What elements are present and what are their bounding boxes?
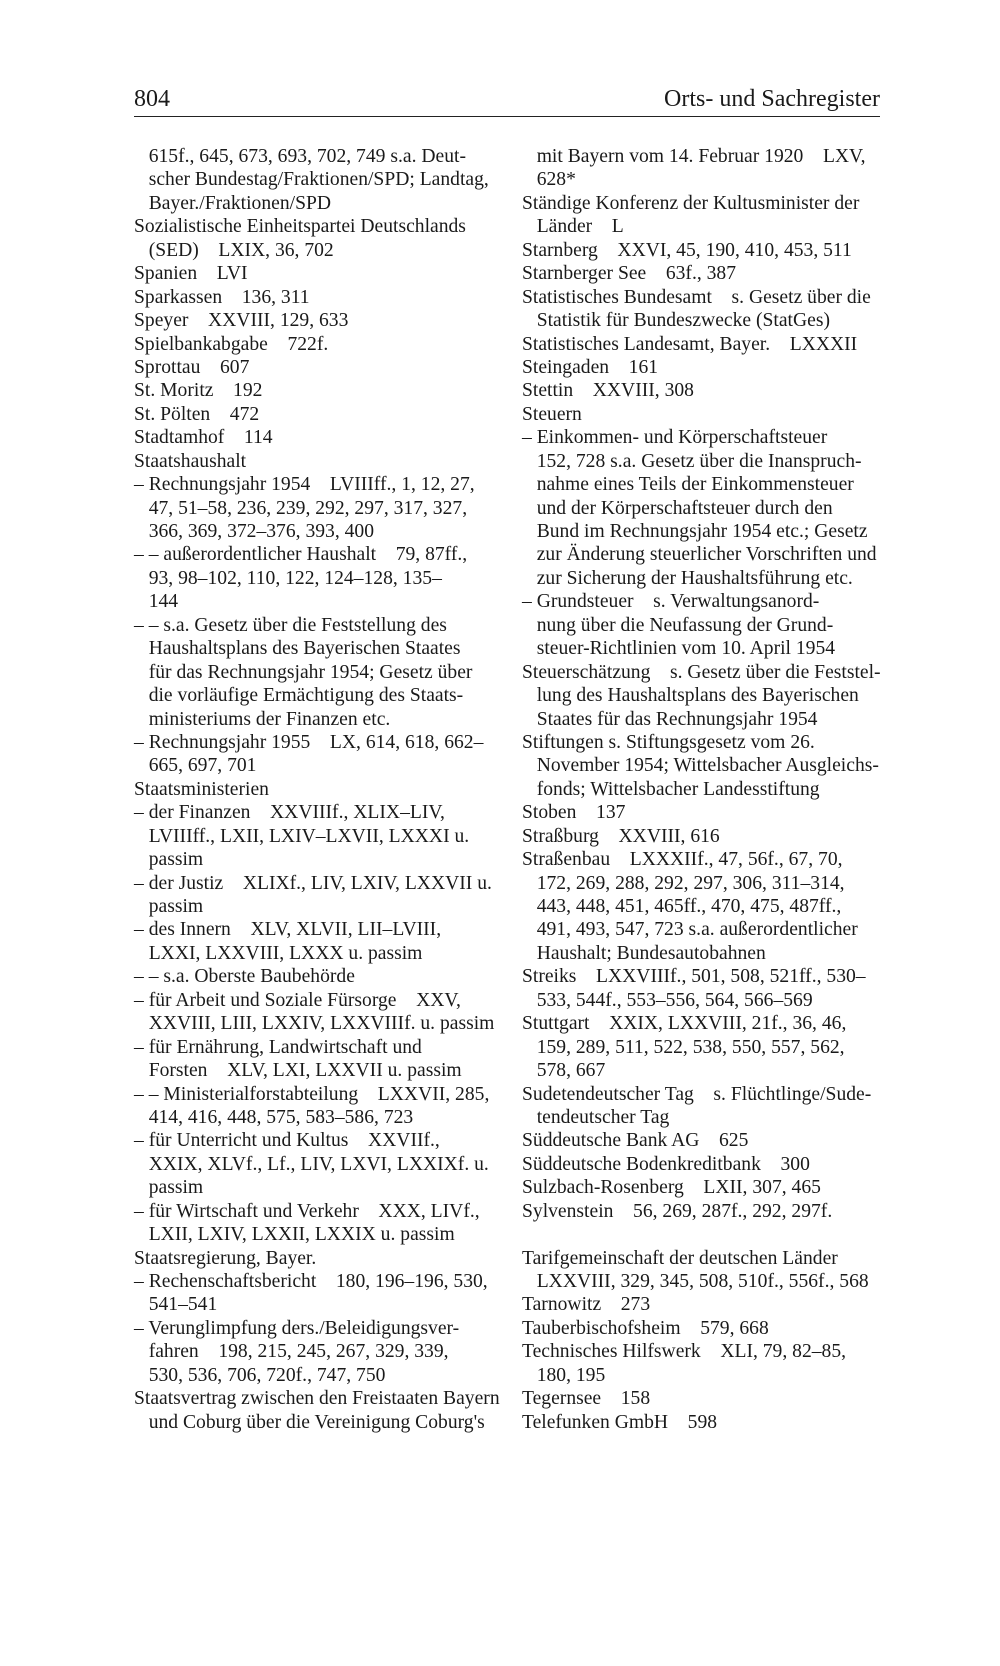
index-line: zur Änderung steuerlicher Vorschriften und bbox=[522, 544, 877, 566]
index-line: – Rechenschaftsbericht 180, 196–196, 530, bbox=[134, 1271, 488, 1292]
index-line: Sylvenstein 56, 269, 287f., 292, 297f. bbox=[522, 1200, 833, 1222]
index-line: scher Bundestag/Fraktionen/SPD; Landtag, bbox=[134, 169, 489, 191]
index-line: Statistik für Bundeszwecke (StatGes) bbox=[522, 310, 830, 332]
index-line: Süddeutsche Bank AG 625 bbox=[522, 1130, 749, 1152]
index-line: ministeriums der Finanzen etc. bbox=[134, 708, 391, 730]
index-line: – Einkommen- und Körperschaftsteuer bbox=[522, 427, 828, 449]
index-line: 47, 51–58, 236, 239, 292, 297, 317, 327, bbox=[134, 497, 468, 519]
index-line: Starnberger See 63f., 387 bbox=[522, 263, 737, 285]
index-line: passim bbox=[134, 849, 204, 871]
index-line: – – Ministerialforstabteilung LXXVII, 285, bbox=[134, 1083, 490, 1105]
index-line: XXIX, XLVf., Lf., LIV, LXVI, LXXIXf. u. bbox=[134, 1153, 489, 1175]
index-line: steuer-Richtlinien vom 10. April 1954 bbox=[522, 638, 836, 660]
index-line: Steingaden 161 bbox=[522, 356, 659, 378]
index-line: St. Moritz 192 bbox=[134, 380, 263, 402]
index-line: 665, 697, 701 bbox=[134, 755, 257, 777]
index-line: Sparkassen 136, 311 bbox=[134, 286, 310, 308]
index-line: mit Bayern vom 14. Februar 1920 LXV, bbox=[522, 146, 866, 167]
index-line: Tarnowitz 273 bbox=[522, 1294, 651, 1316]
index-line: 491, 493, 547, 723 s.a. außerordentlicher bbox=[522, 919, 858, 941]
index-line: LVIIIff., LXII, LXIV–LXVII, LXXXI u. bbox=[134, 825, 470, 847]
index-line: zur Sicherung der Haushaltsführung etc. bbox=[522, 567, 853, 589]
index-line: Tauberbischofsheim 579, 668 bbox=[522, 1317, 769, 1339]
index-line: für das Rechnungsjahr 1954; Gesetz über bbox=[134, 661, 473, 683]
index-line: fonds; Wittelsbacher Landesstiftung bbox=[522, 778, 820, 800]
index-line: Telefunken GmbH 598 bbox=[522, 1411, 718, 1433]
index-line bbox=[522, 1223, 888, 1246]
running-head: Orts- und Sachregister bbox=[664, 86, 880, 112]
index-line: nung über die Neufassung der Grund- bbox=[522, 614, 834, 636]
index-line: Stadtamhof 114 bbox=[134, 427, 273, 449]
index-line: Staatsministerien bbox=[134, 778, 269, 800]
index-line: und der Körperschaftsteuer durch den bbox=[522, 497, 833, 519]
index-line: – des Innern XLV, XLVII, LII–LVIII, bbox=[134, 919, 442, 941]
index-line: – der Finanzen XXVIIIf., XLIX–LIV, bbox=[134, 802, 445, 824]
index-line: Statistisches Landesamt, Bayer. LXXXII bbox=[522, 333, 858, 355]
index-line: LXII, LXIV, LXXII, LXXIX u. passim bbox=[134, 1224, 455, 1246]
index-line: Haushalt; Bundesautobahnen bbox=[522, 942, 766, 964]
index-line: Länder L bbox=[522, 216, 624, 238]
index-line: Technisches Hilfswerk XLI, 79, 82–85, bbox=[522, 1341, 847, 1363]
index-line: 93, 98–102, 110, 122, 124–128, 135– bbox=[134, 567, 442, 589]
page-header bbox=[134, 82, 880, 117]
index-line: – für Unterricht und Kultus XXVIIf., bbox=[134, 1130, 440, 1152]
index-line: fahren 198, 215, 245, 267, 329, 339, bbox=[134, 1341, 449, 1363]
index-line: Sulzbach-Rosenberg LXII, 307, 465 bbox=[522, 1177, 821, 1199]
index-line: Tarifgemeinschaft der deutschen Länder bbox=[522, 1247, 838, 1269]
index-line: Bund im Rechnungsjahr 1954 etc.; Gesetz bbox=[522, 521, 868, 542]
index-line: Ständige Konferenz der Kultusminister der bbox=[522, 192, 860, 214]
index-line: Staatshaushalt bbox=[134, 450, 247, 472]
index-line: 615f., 645, 673, 693, 702, 749 s.a. Deut- bbox=[134, 146, 466, 167]
index-line: St. Pölten 472 bbox=[134, 403, 260, 425]
index-line: 578, 667 bbox=[522, 1060, 606, 1082]
index-line: 530, 536, 706, 720f., 747, 750 bbox=[134, 1364, 386, 1386]
index-line: 366, 369, 372–376, 393, 400 bbox=[134, 521, 375, 542]
index-line: 144 bbox=[134, 591, 179, 613]
index-line: – Rechnungsjahr 1954 LVIIIff., 1, 12, 27, bbox=[134, 474, 475, 496]
index-line: Bayer./Fraktionen/SPD bbox=[134, 192, 332, 214]
index-line: nahme eines Teils der Einkommensteuer bbox=[522, 474, 854, 496]
index-line: Steuerschätzung s. Gesetz über die Feststel- bbox=[522, 661, 881, 683]
index-line: Statistisches Bundesamt s. Gesetz über die bbox=[522, 286, 871, 308]
index-line: Straßburg XXVIII, 616 bbox=[522, 825, 720, 847]
index-line: passim bbox=[134, 896, 204, 917]
index-line: – – außerordentlicher Haushalt 79, 87ff., bbox=[134, 544, 468, 566]
index-line: und Coburg über die Vereinigung Coburg's bbox=[134, 1411, 485, 1433]
index-line: 414, 416, 448, 575, 583–586, 723 bbox=[134, 1106, 414, 1128]
index-line: tendeutscher Tag bbox=[522, 1106, 670, 1128]
index-line: Stiftungen s. Stiftungsgesetz vom 26. bbox=[522, 731, 815, 753]
index-line: – Rechnungsjahr 1955 LX, 614, 618, 662– bbox=[134, 731, 484, 753]
index-line: Süddeutsche Bodenkreditbank 300 bbox=[522, 1153, 810, 1175]
index-line: Forsten XLV, LXI, LXXVII u. passim bbox=[134, 1060, 462, 1082]
index-line: Steuern bbox=[522, 403, 582, 425]
index-line: die vorläufige Ermächtigung des Staats- bbox=[134, 685, 464, 707]
index-line: – für Arbeit und Soziale Fürsorge XXV, bbox=[134, 989, 461, 1011]
index-line: Haushaltsplans des Bayerischen Staates bbox=[134, 638, 461, 660]
index-column-right bbox=[522, 145, 888, 1434]
index-line: Stoben 137 bbox=[522, 802, 626, 824]
index-line: 443, 448, 451, 465ff., 470, 475, 487ff., bbox=[522, 896, 842, 917]
index-line: 172, 269, 288, 292, 297, 306, 311–314, bbox=[522, 872, 845, 894]
index-line: – der Justiz XLIXf., LIV, LXIV, LXXVII u. bbox=[134, 872, 492, 894]
index-line: November 1954; Wittelsbacher Ausgleichs- bbox=[522, 755, 879, 777]
index-line: Sozialistische Einheitspartei Deutschlands bbox=[134, 216, 466, 238]
index-line: passim bbox=[134, 1177, 204, 1199]
index-line: Speyer XXVIII, 129, 633 bbox=[134, 310, 349, 332]
index-line: 533, 544f., 553–556, 564, 566–569 bbox=[522, 989, 813, 1011]
index-column-left bbox=[134, 145, 500, 1434]
index-line: – – s.a. Gesetz über die Feststellung des bbox=[134, 614, 447, 636]
index-line: lung des Haushaltsplans des Bayerischen bbox=[522, 685, 859, 707]
index-line: Staatsvertrag zwischen den Freistaaten Bayern bbox=[134, 1388, 500, 1410]
index-line: 541–541 bbox=[134, 1294, 218, 1316]
index-line: Tegernsee 158 bbox=[522, 1388, 651, 1410]
index-line: Streiks LXXVIIIf., 501, 508, 521ff., 530– bbox=[522, 966, 866, 988]
index-line: Sprottau 607 bbox=[134, 356, 250, 378]
index-line: 180, 195 bbox=[522, 1364, 606, 1386]
index-line: Staatsregierung, Bayer. bbox=[134, 1247, 317, 1269]
index-line: – Grundsteuer s. Verwaltungsanord- bbox=[522, 591, 820, 613]
index-line: LXXVIII, 329, 345, 508, 510f., 556f., 568 bbox=[522, 1271, 869, 1292]
index-line: (SED) LXIX, 36, 702 bbox=[134, 239, 334, 261]
index-line: Sudetendeutscher Tag s. Flüchtlinge/Sude- bbox=[522, 1083, 872, 1105]
index-line: 152, 728 s.a. Gesetz über die Inanspruch- bbox=[522, 450, 862, 472]
index-line: – – s.a. Oberste Baubehörde bbox=[134, 966, 355, 988]
index-line: Straßenbau LXXXIIf., 47, 56f., 67, 70, bbox=[522, 849, 843, 871]
page-number: 804 bbox=[134, 86, 170, 112]
index-line: 628* bbox=[522, 169, 576, 191]
index-line: Spielbankabgabe 722f. bbox=[134, 333, 329, 355]
index-line: LXXI, LXXVIII, LXXX u. passim bbox=[134, 942, 423, 964]
index-line: Starnberg XXVI, 45, 190, 410, 453, 511 bbox=[522, 239, 852, 261]
index-line: XXVIII, LIII, LXXIV, LXXVIIIf. u. passim bbox=[134, 1013, 495, 1035]
index-line: Stettin XXVIII, 308 bbox=[522, 380, 694, 402]
index-line: – Verunglimpfung ders./Beleidigungsver- bbox=[134, 1317, 460, 1339]
index-line: Staates für das Rechnungsjahr 1954 bbox=[522, 708, 818, 730]
index-line: – für Ernährung, Landwirtschaft und bbox=[134, 1036, 422, 1058]
index-line: Stuttgart XXIX, LXXVIII, 21f., 36, 46, bbox=[522, 1013, 847, 1035]
index-line: Spanien LVI bbox=[134, 263, 248, 285]
index-line: 159, 289, 511, 522, 538, 550, 557, 562, bbox=[522, 1036, 845, 1058]
index-line: – für Wirtschaft und Verkehr XXX, LIVf., bbox=[134, 1200, 480, 1222]
